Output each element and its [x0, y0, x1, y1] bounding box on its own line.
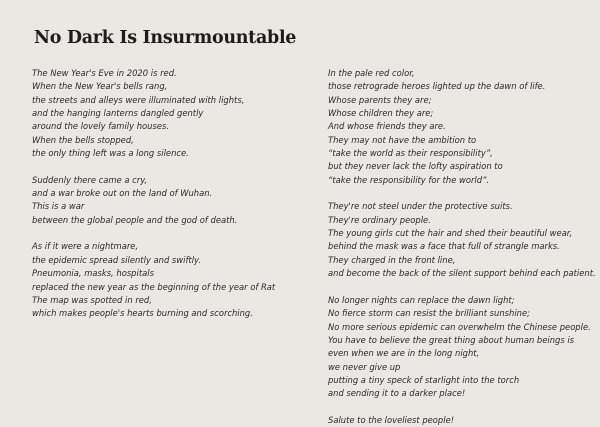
poem-line: No longer nights can replace the dawn light; [328, 294, 515, 305]
poem-line: The New Year's Eve in 2020 is red. [32, 68, 177, 78]
poem-line: They're not steel under the protective suits. [328, 201, 513, 212]
poem-line: This is a war [32, 201, 85, 212]
poem-line: the epidemic spread silently and swiftly. [32, 254, 201, 265]
poem-line: and become the back of the silent support behind each patient. [328, 268, 596, 279]
poem-line: Whose children they are; [328, 108, 434, 119]
poem-line: putting a tiny speck of starlight into the torch [328, 374, 520, 385]
stanza [32, 240, 300, 320]
poem-line: They're ordinary people. [328, 214, 431, 225]
poem-line: and sending it to a darker place! [328, 388, 466, 399]
poem-line: Salute to the loveliest people! [328, 414, 455, 425]
poem-line: Suddenly there came a cry, [32, 174, 148, 185]
poem-title: No Dark Is Insurmountable [34, 28, 297, 48]
poem-line: Whose parents they are; [328, 94, 432, 105]
poem-line: The young girls cut the hair and shed their beautiful wear, [328, 228, 573, 239]
left-column [32, 67, 300, 321]
poem-line: Pneumonia, masks, hospitals [32, 268, 154, 279]
stanza [328, 67, 598, 187]
poem-line: “take the world as their responsibility”, [328, 148, 493, 159]
poem-line: but they never lack the lofty aspiration to [328, 161, 503, 172]
poem-line: behind the mask was a face that full of strangle marks. [328, 241, 560, 252]
poem-line: and the hanging lanterns dangled gently [32, 108, 204, 119]
poem-line: between the global people and the god of death. [32, 214, 238, 225]
poem-line: “take the responsibility for the world”. [328, 174, 490, 185]
poem-line: No fierce storm can resist the brilliant sunshine; [328, 308, 530, 319]
poem-line: replaced the new year as the beginning of the year of Rat [32, 281, 276, 292]
right-column [328, 67, 598, 427]
poem-line: we never give up [328, 361, 401, 372]
poem-line: around the lovely family houses. [32, 121, 169, 132]
poem-line: which makes people's hearts burning and scorching. [32, 308, 253, 319]
poem-line: They charged in the front line, [328, 254, 456, 265]
poem-line: They may not have the ambition to [328, 134, 477, 145]
stanza [328, 200, 598, 280]
stanza [328, 294, 598, 401]
stanza [32, 67, 300, 160]
poem-line: The map was spotted in red, [32, 294, 152, 305]
poem-line: In the pale red color, [328, 68, 415, 78]
poem-line: As if it were a nightmare, [32, 241, 139, 252]
poem-line: those retrograde heroes lighted up the dawn of life. [328, 81, 546, 92]
poem-line: When the bells stopped, [32, 134, 134, 145]
poem-line: and a war broke out on the land of Wuhan. [32, 188, 213, 199]
poem-line: even when we are in the long night, [328, 348, 480, 359]
poem-line: And whose friends they are. [328, 121, 446, 132]
poem-line: You have to believe the great thing about human beings is [328, 334, 575, 345]
poem-line: When the New Year's bells rang, [32, 81, 168, 92]
poem-line: No more serious epidemic can overwhelm the Chinese people. [328, 321, 591, 332]
poem-line: the only thing left was a long silence. [32, 148, 189, 159]
stanza [328, 414, 598, 427]
poem-line: the streets and alleys were illuminated with lights, [32, 94, 245, 105]
stanza [32, 174, 300, 227]
